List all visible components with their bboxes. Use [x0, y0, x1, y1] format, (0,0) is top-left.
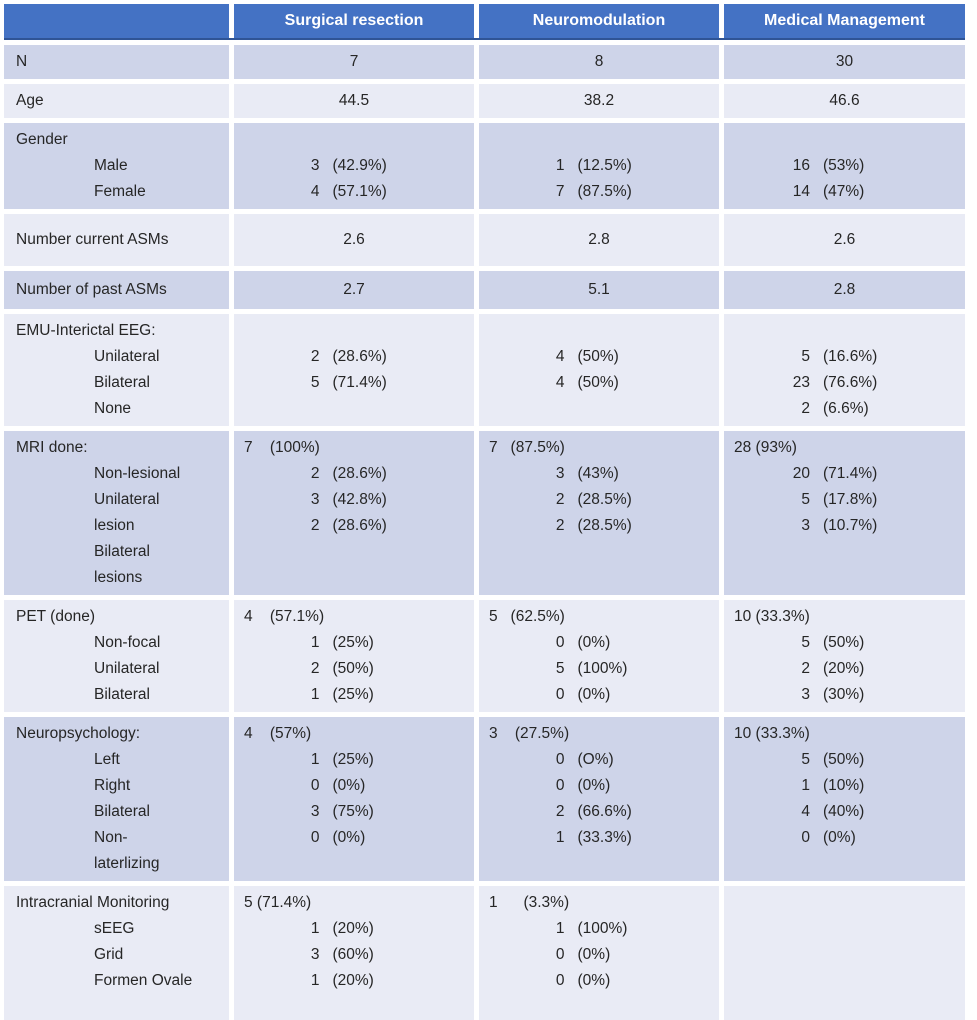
value-count: 1 — [555, 829, 565, 846]
value-count: 1 — [555, 920, 565, 937]
value-count: 5 — [801, 348, 810, 365]
section-value-line: 4 (57%) — [244, 725, 312, 742]
label-line: Number current ASMs — [16, 231, 169, 248]
label-line: Formen Ovale — [94, 972, 193, 989]
value-line — [724, 656, 965, 682]
cell-neuropsych-surgical — [234, 717, 474, 881]
value-line — [724, 487, 965, 513]
value-line — [724, 630, 965, 656]
value-line — [479, 825, 719, 851]
value-line — [234, 179, 474, 205]
value-percent: (100%) — [577, 920, 628, 937]
value-percent: (50%) — [823, 634, 865, 651]
comparison-table — [4, 4, 965, 1020]
section-value-line: 3 (27.5%) — [489, 725, 570, 742]
value-percent: (0%) — [577, 946, 611, 963]
cell-gender-medical — [724, 123, 965, 209]
label-line: Left — [94, 751, 120, 768]
cell-intracranial-surgical — [234, 886, 474, 1020]
cell-n-medical — [724, 45, 965, 79]
value-line — [234, 461, 474, 487]
label-line: EMU-Interictal EEG: — [16, 322, 156, 339]
empty-line — [234, 396, 474, 422]
value-line — [724, 461, 965, 487]
table-row-intracranial — [4, 886, 965, 1020]
value-percent: (43%) — [577, 465, 619, 482]
value-count: 23 — [792, 374, 810, 391]
cell-asms-current-surgical — [234, 214, 474, 266]
table-row-age — [4, 84, 965, 118]
label-line: lesion — [94, 517, 135, 534]
value-count: 2 — [310, 660, 320, 677]
value-line — [234, 487, 474, 513]
column-header-medical-management: Medical Management — [724, 4, 965, 38]
cell-pet-neuromodulation — [479, 600, 719, 712]
value-percent: (O%) — [577, 751, 614, 768]
value-count: 20 — [792, 465, 810, 482]
value-count: 3 — [801, 517, 810, 534]
value-count: 0 — [555, 686, 565, 703]
cell-emu-surgical — [234, 314, 474, 426]
cell-intracranial-neuromodulation — [479, 886, 719, 1020]
label-line: Male — [94, 157, 128, 174]
value-percent: (6.6%) — [823, 400, 869, 417]
value-count: 5 — [310, 374, 320, 391]
cell-mri-medical — [724, 431, 965, 595]
value-percent: (30%) — [823, 686, 865, 703]
value-count: 1 — [310, 686, 320, 703]
value-line — [724, 773, 965, 799]
value-count: 4 — [801, 803, 810, 820]
value-line — [234, 773, 474, 799]
value-percent: (25%) — [332, 634, 374, 651]
value-count: 5 — [801, 751, 810, 768]
section-value-line: 4 (57.1%) — [244, 608, 325, 625]
value-line — [479, 656, 719, 682]
label-line: Non-focal — [94, 634, 161, 651]
value-count: 0 — [801, 829, 810, 846]
value-percent: (0%) — [332, 829, 366, 846]
value-line: 46.6 — [829, 92, 860, 109]
table-header-row — [4, 4, 965, 40]
value-line: 5.1 — [588, 281, 610, 298]
cell-pet-medical — [724, 600, 965, 712]
value-percent: (50%) — [332, 660, 374, 677]
value-line — [724, 747, 965, 773]
label-line: Neuropsychology: — [16, 725, 141, 742]
cell-asms-current-medical — [724, 214, 965, 266]
empty-line — [479, 127, 719, 153]
section-value-line: 10 (33.3%) — [734, 608, 810, 625]
value-count: 0 — [310, 829, 320, 846]
value-percent: (12.5%) — [577, 157, 632, 174]
value-line — [479, 461, 719, 487]
row-label-gender — [4, 123, 229, 209]
value-count: 2 — [555, 803, 565, 820]
cell-n-neuromodulation — [479, 45, 719, 79]
label-line: Age — [16, 92, 44, 109]
row-label-neuropsych — [4, 717, 229, 881]
value-count: 0 — [555, 751, 565, 768]
value-percent: (60%) — [332, 946, 374, 963]
value-percent: (57.1%) — [332, 183, 387, 200]
label-line: lesions — [94, 569, 143, 586]
label-line: Grid — [94, 946, 124, 963]
empty-line — [479, 318, 719, 344]
value-line: 30 — [835, 53, 854, 70]
value-count: 3 — [310, 803, 320, 820]
value-count: 0 — [555, 634, 565, 651]
value-line — [234, 799, 474, 825]
cell-asms-current-neuromodulation — [479, 214, 719, 266]
cell-mri-neuromodulation — [479, 431, 719, 595]
value-count: 4 — [555, 374, 565, 391]
value-count: 2 — [310, 517, 320, 534]
value-count: 5 — [801, 491, 810, 508]
value-count: 7 — [555, 183, 565, 200]
value-line — [234, 682, 474, 708]
section-value-line: 28 (93%) — [734, 439, 797, 456]
value-percent: (28.5%) — [577, 491, 632, 508]
value-line — [234, 630, 474, 656]
cell-n-surgical — [234, 45, 474, 79]
label-line: Bilateral — [94, 374, 150, 391]
value-count: 4 — [310, 183, 320, 200]
table-row-pet — [4, 600, 965, 712]
cell-emu-neuromodulation — [479, 314, 719, 426]
empty-line — [479, 396, 719, 422]
value-line: 2.8 — [833, 281, 856, 298]
value-percent: (0%) — [577, 777, 611, 794]
value-percent: (42.9%) — [332, 157, 387, 174]
value-line — [724, 344, 965, 370]
label-line: PET (done) — [16, 608, 95, 625]
column-header-neuromodulation: Neuromodulation — [479, 4, 719, 38]
section-value-line: 5 (62.5%) — [489, 608, 565, 625]
section-value-line: 5 (71.4%) — [244, 894, 312, 911]
value-count: 1 — [310, 634, 320, 651]
value-percent: (25%) — [332, 751, 374, 768]
row-label-age — [4, 84, 229, 118]
column-header-blank — [4, 4, 229, 38]
value-line — [479, 968, 719, 994]
cell-age-medical — [724, 84, 965, 118]
value-line — [724, 682, 965, 708]
value-count: 3 — [801, 686, 810, 703]
value-percent: (33.3%) — [577, 829, 632, 846]
value-percent: (10.7%) — [823, 517, 878, 534]
label-line: Unilateral — [94, 660, 160, 677]
row-label-n — [4, 45, 229, 79]
value-line — [234, 747, 474, 773]
table-row-asms-past — [4, 271, 965, 309]
row-label-pet — [4, 600, 229, 712]
cell-gender-neuromodulation — [479, 123, 719, 209]
cell-asms-past-medical — [724, 271, 965, 309]
value-count: 2 — [555, 491, 565, 508]
value-percent: (0%) — [577, 634, 611, 651]
table-row-mri — [4, 431, 965, 595]
value-count: 1 — [310, 920, 320, 937]
value-percent: (42.8%) — [332, 491, 387, 508]
value-count: 3 — [310, 157, 320, 174]
label-line: Female — [94, 183, 146, 200]
value-percent: (0%) — [823, 829, 856, 846]
cell-age-surgical — [234, 84, 474, 118]
value-count: 2 — [801, 400, 810, 417]
value-count: 14 — [792, 183, 810, 200]
value-line — [479, 942, 719, 968]
value-percent: (50%) — [823, 751, 865, 768]
empty-line — [724, 318, 965, 344]
table-row-gender — [4, 123, 965, 209]
table-row-emu — [4, 314, 965, 426]
column-header-surgical-resection: Surgical resection — [234, 4, 474, 38]
value-percent: (20%) — [332, 972, 374, 989]
value-percent: (71.4%) — [823, 465, 878, 482]
value-count: 1 — [555, 157, 565, 174]
value-percent: (0%) — [577, 972, 611, 989]
value-line — [479, 370, 719, 396]
section-value-line: 10 (33.3%) — [734, 725, 810, 742]
value-percent: (20%) — [823, 660, 865, 677]
value-percent: (47%) — [823, 183, 865, 200]
value-line — [479, 344, 719, 370]
empty-line — [234, 318, 474, 344]
value-count: 0 — [555, 972, 565, 989]
row-label-asms-current — [4, 214, 229, 266]
value-line — [479, 916, 719, 942]
label-line: Number of past ASMs — [16, 281, 167, 298]
value-count: 3 — [310, 491, 320, 508]
value-percent: (28.6%) — [332, 348, 387, 365]
value-count: 1 — [310, 972, 320, 989]
value-line: 2.6 — [343, 231, 365, 248]
value-line — [479, 513, 719, 539]
value-line: 44.5 — [338, 92, 370, 109]
value-line — [724, 513, 965, 539]
value-line — [724, 825, 965, 851]
label-line: N — [16, 53, 28, 70]
value-count: 3 — [310, 946, 320, 963]
cell-pet-surgical — [234, 600, 474, 712]
value-line — [234, 370, 474, 396]
value-percent: (16.6%) — [823, 348, 878, 365]
value-line: 2.7 — [343, 281, 365, 298]
label-line: Gender — [16, 131, 68, 148]
value-line — [479, 179, 719, 205]
value-percent: (76.6%) — [823, 374, 878, 391]
table-row-neuropsych — [4, 717, 965, 881]
value-count: 0 — [310, 777, 320, 794]
value-count: 5 — [555, 660, 565, 677]
section-value-line: 1 (3.3%) — [489, 894, 570, 911]
value-count: 1 — [310, 751, 320, 768]
cell-neuropsych-neuromodulation — [479, 717, 719, 881]
empty-line — [724, 127, 965, 153]
value-line: 2.8 — [588, 231, 610, 248]
label-line: Bilateral — [94, 543, 150, 560]
row-label-asms-past — [4, 271, 229, 309]
label-line: Bilateral — [94, 686, 150, 703]
label-line: sEEG — [94, 920, 135, 937]
value-count: 2 — [310, 348, 320, 365]
value-line — [234, 344, 474, 370]
value-percent: (28.6%) — [332, 517, 387, 534]
row-label-intracranial — [4, 886, 229, 1020]
value-percent: (0%) — [577, 686, 611, 703]
label-line: Unilateral — [94, 491, 160, 508]
value-percent: (53%) — [823, 157, 865, 174]
value-line — [234, 153, 474, 179]
value-percent: (75%) — [332, 803, 374, 820]
value-line: 2.6 — [833, 231, 856, 248]
value-percent: (28.6%) — [332, 465, 387, 482]
value-count: 3 — [555, 465, 565, 482]
value-count: 16 — [792, 157, 810, 174]
cell-gender-surgical — [234, 123, 474, 209]
value-line — [724, 396, 965, 422]
value-percent: (28.5%) — [577, 517, 632, 534]
label-line: Non-lesional — [94, 465, 181, 482]
value-count: 2 — [555, 517, 565, 534]
value-line — [234, 916, 474, 942]
value-percent: (87.5%) — [577, 183, 632, 200]
value-line: 38.2 — [583, 92, 615, 109]
value-count: 5 — [801, 634, 810, 651]
value-percent: (0%) — [332, 777, 366, 794]
value-line — [234, 825, 474, 851]
cell-asms-past-neuromodulation — [479, 271, 719, 309]
value-line — [234, 513, 474, 539]
value-percent: (10%) — [823, 777, 865, 794]
cell-intracranial-medical — [724, 886, 965, 1020]
cell-emu-medical — [724, 314, 965, 426]
value-percent: (17.8%) — [823, 491, 878, 508]
value-line — [479, 773, 719, 799]
section-value-line: 7 (87.5%) — [489, 439, 565, 456]
value-percent: (50%) — [577, 374, 619, 391]
table-row-asms-current — [4, 214, 965, 266]
value-line — [479, 799, 719, 825]
value-line — [234, 968, 474, 994]
value-percent: (25%) — [332, 686, 374, 703]
label-line: MRI done: — [16, 439, 88, 456]
value-line — [479, 682, 719, 708]
value-line: 8 — [594, 53, 604, 70]
label-line: None — [94, 400, 132, 417]
label-line: Unilateral — [94, 348, 160, 365]
value-line — [724, 799, 965, 825]
value-line — [234, 656, 474, 682]
value-percent: (20%) — [332, 920, 374, 937]
value-count: 2 — [310, 465, 320, 482]
label-line: Intracranial Monitoring — [16, 894, 170, 911]
table-row-n — [4, 45, 965, 79]
row-label-mri — [4, 431, 229, 595]
value-percent: (40%) — [823, 803, 865, 820]
value-line — [724, 370, 965, 396]
label-line: Bilateral — [94, 803, 150, 820]
value-line — [479, 747, 719, 773]
value-count: 0 — [555, 946, 565, 963]
label-line: laterlizing — [94, 855, 160, 872]
value-count: 2 — [801, 660, 810, 677]
value-count: 4 — [555, 348, 565, 365]
value-percent: (66.6%) — [577, 803, 632, 820]
value-count: 1 — [801, 777, 810, 794]
value-line — [724, 153, 965, 179]
cell-age-neuromodulation — [479, 84, 719, 118]
value-line — [234, 942, 474, 968]
section-value-line: 7 (100%) — [244, 439, 320, 456]
label-line: Right — [94, 777, 131, 794]
value-percent: (100%) — [577, 660, 628, 677]
value-line — [479, 487, 719, 513]
value-line — [724, 179, 965, 205]
row-label-emu — [4, 314, 229, 426]
value-percent: (50%) — [577, 348, 619, 365]
value-percent: (71.4%) — [332, 374, 387, 391]
cell-asms-past-surgical — [234, 271, 474, 309]
label-line: Non- — [94, 829, 128, 846]
cell-mri-surgical — [234, 431, 474, 595]
empty-line — [234, 127, 474, 153]
value-line — [479, 153, 719, 179]
cell-neuropsych-medical — [724, 717, 965, 881]
value-line — [479, 630, 719, 656]
value-count: 0 — [555, 777, 565, 794]
value-line: 7 — [349, 53, 359, 70]
